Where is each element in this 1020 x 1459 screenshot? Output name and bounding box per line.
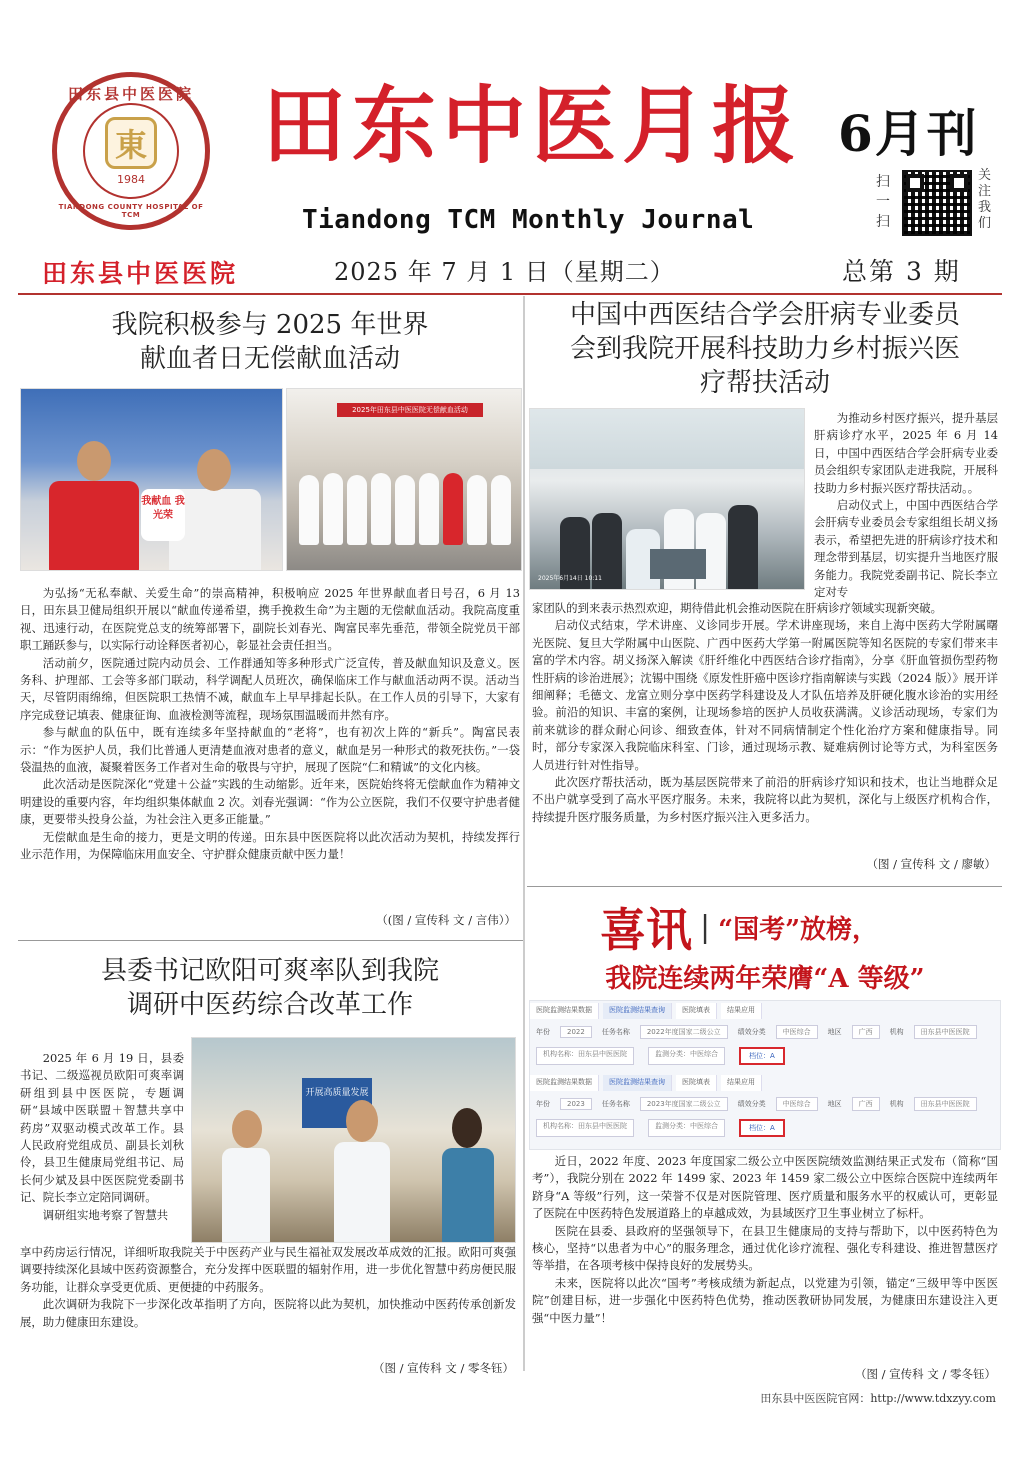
monitor-type: 监测分类：中医综合 [648, 1119, 725, 1137]
article3-paragraph: 此次调研为我院下一步深化改革指明了方向，医院将以此为契机，加快推动中医药传承创新发展，助力健康田东建设。 [20, 1297, 516, 1329]
screenshot-tab: 结果应用 [721, 1075, 762, 1091]
article4-paragraph: 近日，2022 年度、2023 年度国家二级公立中医医院绩效监测结果正式发布（简称“国考”），我院分别在 2022 年 1499 家、2023 年 1459 家二级公立中医综合医院中连续两年跻身“A 等级”行列，这一荣誉不仅是对医院管理、医疗质量和服务水平的权威认可，更彰显了医院在中医药特色发展道路上的卓越成效，为县域医疗卫生事业树立了标杆。 [532, 1154, 998, 1221]
task-field: 2023年度国家二级公立 [640, 1097, 728, 1111]
article4-headline-row1 [600, 898, 1000, 956]
donation-banner: 2025年田东县中医医院无偿献血活动 [337, 403, 483, 417]
scan-label: 扫一扫 [876, 174, 890, 230]
article3-paragraph-continued: 享中药房运行情况，详细听取我院关于中医药产业与民生福祉双发展改革成效的汇报。欧阳可爽强调要持续深化县域中医药资源整合，充分发挥中医联盟的辐射作用，进一步优化智慧中药房便民服务功能，让群众享受更优质、更便捷的中药服务。 [20, 1245, 516, 1294]
journal-subtitle-en: Tiandong TCM Monthly Journal [302, 205, 755, 235]
article2-credit: （图 / 宣传科 文 / 廖敏） [866, 857, 996, 871]
logo-ring-text: 田东县中医医院 [67, 85, 194, 103]
hospital-name: 田东县中医医院 [42, 259, 239, 288]
article1-credit: （(图 / 宣传科 文 / 言伟）） [376, 913, 516, 927]
article3-headline-line2: 调研中医药综合改革工作 [126, 990, 413, 1020]
dim-field: 中医综合 [776, 1097, 818, 1111]
article1-paragraph: 活动前夕，医院通过院内动员会、工作群通知等多种形式广泛宣传，普及献血知识及意义。医务科、护理部、工会等多部门联动，科学调配人员班次，确保临床工作与献血活动两不误。活动当天，尽管阴雨绵绵，但医院职工热情不减，献血车上早早排起长队。在工作人员的引导下，大家有序完成登记填表、健康征询、血液检测等流程，现场氛围温暖而井然有序。 [20, 655, 520, 722]
article3-paragraph: 2025 年 6 月 19 日，县委书记、二级巡视员欧阳可爽率调研组到县中医医院，专题调研“县域中医联盟＋智慧共享中药房”双驱动模式改革工作。县人民政府党组成员、副县长刘秋伶，县卫生健康局党组书记、局长何少斌及县中医医院党委副书记、院长李立定陪同调研。 [20, 1051, 184, 1205]
right-section-divider [527, 886, 1002, 887]
article1-paragraph: 为弘扬“无私奉献、关爱生命”的崇高精神，积极响应 2025 年世界献血者日号召，6 月 13 日，田东县卫健局组织开展以“献血传递希望，携手挽救生命”为主题的无偿献血活动。我院高度重视、迅速行动，在医院党总支的统筹部署下，副院长刘春光、陶富民率先垂范，带领全院党员干部职工踊跃参与，以实际行动诠释医者初心，彰显社会责任担当。 [20, 586, 520, 653]
region-field: 广西 [852, 1097, 880, 1111]
screenshot-tab: 医院监测结果数据 [530, 1003, 599, 1019]
photo-timestamp: 2025年6月14日 10:11 [538, 575, 602, 582]
article1-paragraph: 无偿献血是生命的接力，更是文明的传递。田东县中医医院将以此次活动为契机，持续发挥行业示范作用，为保障临床用血安全、守护群众健康贡献中医力量！ [20, 829, 520, 862]
article2-paragraph: 为推动乡村医疗振兴，提升基层肝病诊疗水平，2025 年 6 月 14 日，中国中西医结合学会肝病专业委员会组织专家团队走进我院，开展科技助力乡村振兴医疗帮扶活动。。 [814, 411, 998, 495]
article2-headline [532, 298, 998, 400]
article1-headline-line2: 献血者日无偿献血活动 [139, 344, 400, 374]
article3-paragraph: 调研组实地考察了智慧共 [42, 1207, 169, 1222]
article3-side-body [20, 1050, 184, 1224]
article3-credit: （图 / 宣传科 文 / 零冬钰） [372, 1361, 514, 1375]
article2-paragraph: 启动仪式结束，学术讲座、义诊同步开展。学术讲座现场，来自上海中医药大学附属曙光医院、复旦大学附属中山医院、广西中医药大学第一附属医院等知名医院的专家们带来丰富的学术内容。胡义扬深入解读《肝纤维化中西医结合诊疗指南》，分享《肝血管损伤型药物性肝病的诊治进展》；沈锡中围绕《原发性肝癌中医诊疗指南解读与实践（2024 版）》展开详细阐释；毛德文、龙富立则分享中医药学科建设及人才队伍培养及肝硬化腹水诊治的实用经验。前沿的知识、丰富的案例，让现场参培的医护人员收获满满。义诊活动现场，专家们为前来就诊的群众耐心问诊、细致查体，针对不同病情制定个性化治疗方案和健康指导。同时，部分专家深入我院临床科室、门诊，通过现场示教、疑难病例讨论等方式，为科室医务人员进行针对性指导。 [532, 618, 998, 772]
label: 绩效分类 [737, 1100, 766, 1108]
org-name: 机构名称：田东县中医医院 [536, 1047, 634, 1065]
article2-body [532, 600, 998, 826]
county-visit-photo [191, 1037, 516, 1243]
issue-number: 总第 3 期 [842, 257, 961, 286]
article2-side-body [814, 410, 998, 601]
visit-board: 开展高质量发展 [302, 1078, 372, 1128]
org-field: 田东县中医医院 [914, 1025, 977, 1039]
screenshot-tab: 医院监测结果查询 [603, 1003, 672, 1019]
article2-headline-line1: 中国中西医结合学会肝病专业委员 [569, 300, 960, 330]
screenshot-filter-row-2023 [536, 1097, 977, 1111]
article1-body [20, 585, 520, 864]
year-field: 2023 [560, 1098, 592, 1110]
article1-paragraph: 此次活动是医院深化“党建＋公益”实践的生动缩影。近年来，医院始终将无偿献血作为精神文明建设的重要内容，年均组织集体献血 2 次。刘春光强调：“作为公立医院，我们不仅要守护患者健康，更要带头投身公益，为社会注入更多正能量。” [20, 777, 520, 827]
screenshot-tab: 医院填表 [676, 1003, 717, 1019]
screenshot-tab: 医院填表 [676, 1075, 717, 1091]
masthead-rule [18, 293, 1002, 295]
follow-label: 关注我们 [978, 168, 992, 231]
article3-headline [30, 954, 510, 1022]
org-field: 田东县中医医院 [914, 1097, 977, 1111]
label: 地区 [827, 1028, 842, 1036]
label: 地区 [827, 1100, 842, 1108]
article1-headline [30, 308, 510, 376]
label: 年份 [536, 1028, 550, 1036]
article3-body [20, 1244, 516, 1331]
article1-paragraph: 参与献血的队伍中，既有连续多年坚持献血的“老将”，也有初次上阵的“新兵”。陶富民表示：“作为医护人员，我们比普通人更清楚血液对患者的意义，献血是另一种形式的救死扶伤。”一袋袋温热的血液，凝聚着医务工作者对生命的敬畏与守护，展现了医院“仁和精诚”的文化内核。 [20, 725, 520, 775]
article2-paragraph: 启动仪式上，中国中西医结合学会肝病专业委员会专家组组长胡义扬表示，希望把先进的肝病诊疗技术和理念带到基层，切实提升当地医疗服务能力。我院党委副书记、院长李立定对专 [814, 498, 998, 600]
journal-title: 田东中医月报 [262, 77, 803, 175]
issue-date: 2025 年 7 月 1 日（星期二） [334, 258, 675, 286]
label: 机构 [889, 1100, 904, 1108]
screenshot-tab: 结果应用 [721, 1003, 762, 1019]
article2-headline-line2: 会到我院开展科技助力乡村振兴医 [569, 334, 960, 364]
issue-month: 6月刊 [838, 104, 979, 163]
logo-glyph: 東 [105, 117, 157, 169]
screenshot-tab: 医院监测结果查询 [603, 1075, 672, 1091]
article2-paragraph: 此次医疗帮扶活动，既为基层医院带来了前沿的肝病诊疗知识和技术，也让当地群众足不出户就享受到了高水平医疗服务。未来，我院将以此为契机，深化与上级医疗机构合作，持续提升医疗服务质量，为乡村医疗振兴注入更多活力。 [532, 775, 998, 824]
screenshot-info-2023 [536, 1119, 785, 1137]
qr-code-icon[interactable] [902, 170, 972, 236]
screenshot-filter-row-2022 [536, 1025, 977, 1039]
liver-expert-photo [529, 408, 805, 590]
article4-credit: （图 / 宣传科 文 / 零冬钰） [854, 1367, 996, 1381]
label: 绩效分类 [737, 1028, 766, 1036]
donation-sign: 我献血 我光荣 [141, 489, 185, 541]
article2-headline-line3: 疗帮扶活动 [699, 368, 830, 398]
screenshot-info-2022 [536, 1047, 785, 1065]
label: 任务名称 [601, 1028, 630, 1036]
region-field: 广西 [852, 1025, 880, 1039]
screenshot-tab: 医院监测结果数据 [530, 1075, 599, 1091]
article4-headline-line2: 我院连续两年荣膺“A 等级” [605, 964, 925, 994]
screenshot-tabs-2022 [530, 1003, 1000, 1019]
monitor-type: 监测分类：中医综合 [648, 1047, 725, 1065]
performance-result-screenshot [529, 1000, 1001, 1150]
label: 年份 [536, 1100, 550, 1108]
xi-word: 喜讯 [600, 903, 692, 957]
column-divider [523, 296, 525, 1371]
label: 机构 [889, 1028, 904, 1036]
grade-highlight: 档位：A [739, 1119, 785, 1137]
label: 任务名称 [601, 1100, 630, 1108]
article1-headline-line1: 我院积极参与 2025 年世界 [111, 310, 429, 340]
task-field: 2022年度国家二级公立 [640, 1025, 728, 1039]
hospital-logo [52, 72, 210, 230]
left-section-divider [18, 940, 523, 941]
dim-field: 中医综合 [776, 1025, 818, 1039]
headline-separator: | [700, 909, 711, 945]
article4-headline-line1: “国考”放榜， [718, 914, 879, 945]
screenshot-tabs-2023 [530, 1075, 1000, 1091]
year-field: 2022 [560, 1026, 592, 1038]
article2-paragraph-continued: 家团队的到来表示热烈欢迎，期待借此机会推动医院在肝病诊疗领域实现新突破。 [532, 601, 943, 615]
blood-donation-photo-1 [20, 388, 283, 571]
org-name: 机构名称：田东县中医医院 [536, 1119, 634, 1137]
footer-website[interactable]: 田东县中医医院官网：http://www.tdxzyy.com [760, 1392, 996, 1405]
article4-paragraph: 未来，医院将以此次“国考”考核成绩为新起点，以党建为引领，锚定“三级甲等中医医院”创建目标，进一步强化中医药特色优势，推动医教研协同发展，为健康田东建设注入更强“中医力量”！ [532, 1275, 998, 1325]
logo-emblem [83, 103, 179, 199]
article4-body [532, 1153, 998, 1327]
blood-donation-photo-2 [286, 388, 522, 571]
article3-headline-line1: 县委书记欧阳可爽率队到我院 [100, 956, 439, 986]
grade-highlight: 档位：A [739, 1047, 785, 1065]
logo-year: 1984 [117, 172, 145, 186]
logo-ring-en: TIANDONG COUNTY HOSPITAL OF TCM [58, 203, 204, 219]
article4-paragraph: 医院在县委、县政府的坚强领导下，在县卫生健康局的支持与帮助下，以中医药特色为核心，坚持“以患者为中心”的服务理念，通过优化诊疗流程、强化专科建设、推进智慧医疗等举措，在各项考核中保持良好的发展势头。 [532, 1223, 998, 1273]
